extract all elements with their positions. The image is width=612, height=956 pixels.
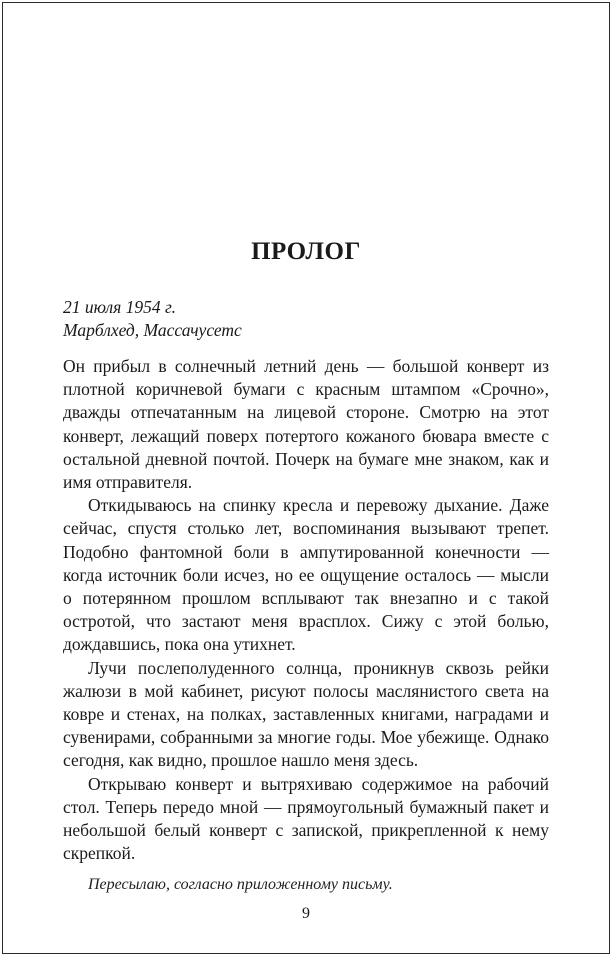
- dateline: [63, 296, 563, 342]
- page-number: 9: [302, 905, 310, 922]
- paragraph-2: Откидываюсь на спинку кресла и перевожу дыхание. Даже сейчас, спустя столько лет, воспоминания вызывают трепет. Подобно фантомной боли в ампутированной конечности — когда источник боли исчез, но ее ощущение осталось — мысли о потерянном прошлом всплывают так внезапно и с такой остротой, что застают меня врасплох. Сижу с этой болью, дождавшись, пока она утихнет.: [63, 495, 549, 655]
- paragraph-4: Открываю конверт и вытряхиваю содержимое на рабочий стол. Теперь передо мной — прямоугольный бумажный пакет и небольшой белый конверт с запиской, прикрепленной к нему скрепкой.: [63, 773, 549, 864]
- body-text: [63, 355, 549, 865]
- paragraph-1: Он прибыл в солнечный летний день — большой конверт из плотной коричневой бумаги с красным штампом «Срочно», дважды отпечатанным на лицевой стороне. Смотрю на этот конверт, лежащий поверх потертого кожаного бювара вместе с остальной дневной почтой. Почерк на бумаге мне знаком, как и имя отправителя.: [63, 356, 549, 493]
- dateline-date: 21 июля 1954 г.: [63, 297, 177, 317]
- paragraph-3: Лучи послеполуденного солнца, проникнув сквозь рейки жалюзи в мой кабинет, рисуют полосы маслянистого света на ковре и стенах, на полках, заставленных книгами, наградами и сувенирами, собранными за многие годы. Мое убежище. Однако сегодня, как видно, прошлое нашло меня здесь.: [63, 657, 549, 771]
- chapter-title: ПРОЛОГ: [251, 238, 361, 265]
- handwritten-note: Пересылаю, согласно приложенному письму.: [88, 876, 393, 893]
- dateline-place: Марблхед, Массачусетс: [63, 320, 242, 340]
